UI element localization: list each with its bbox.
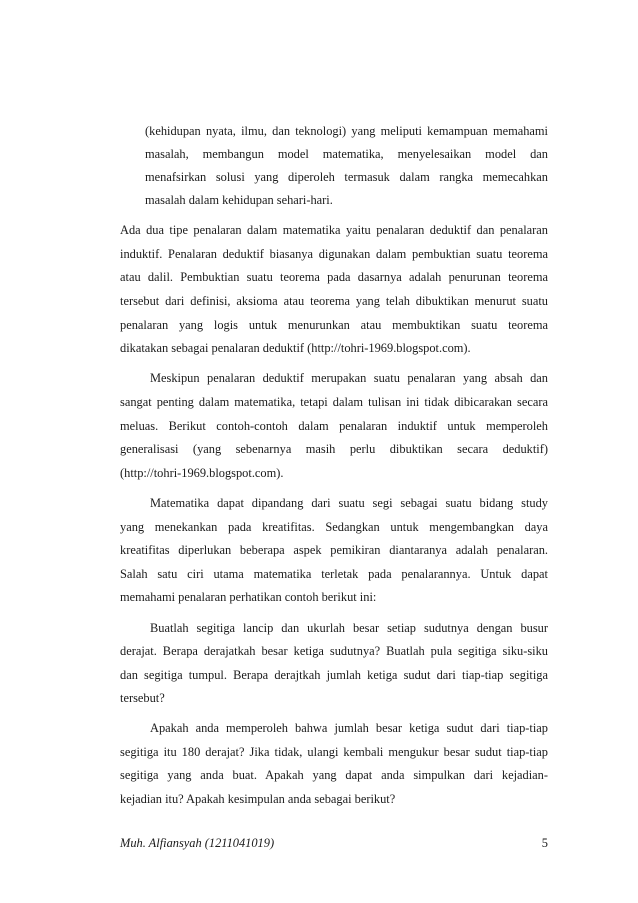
page-number: 5	[541, 836, 548, 850]
paragraph-line: segitiga itu 180 derajat? Jika tidak, ulangi kembali mengukur besar sudut tiap-tiap	[120, 745, 548, 759]
quote-line: masalah dalam kehidupan sehari-hari.	[145, 193, 333, 207]
quote-line: menafsirkan solusi yang diperoleh termasuk dalam rangka memecahkan	[145, 170, 548, 184]
paragraph-line: sangat penting dalam matematika, tetapi dalam tulisan ini tidak dibicarakan secara	[120, 395, 548, 409]
paragraph-line: induktif. Penalaran deduktif biasanya digunakan dalam pembuktian suatu teorema	[120, 247, 548, 261]
quote-line: masalah, membangun model matematika, menyelesaikan model dan	[145, 147, 548, 161]
paragraph-line: dikatakan sebagai penalaran deduktif (http://tohri-1969.blogspot.com).	[120, 341, 471, 355]
paragraph-line: Salah satu ciri utama matematika terletak pada penalarannya. Untuk dapat	[120, 567, 548, 581]
paragraph-line: memahami penalaran perhatikan contoh berikut ini:	[120, 590, 377, 604]
paragraph-line: generalisasi (yang sebenarnya masih perlu dibuktikan secara deduktif)	[120, 442, 548, 456]
paragraph-line: tersebut dari definisi, aksioma atau teorema yang telah dibuktikan menurut suatu	[120, 294, 548, 308]
paragraph-line: derajat. Berapa derajatkah besar ketiga sudutnya? Buatlah pula segitiga siku-siku	[120, 644, 548, 658]
paragraph-line: Meskipun penalaran deduktif merupakan suatu penalaran yang absah dan	[150, 371, 548, 385]
paragraph-line: dan segitiga tumpul. Berapa derajtkah jumlah ketiga sudut dari tiap-tiap segitiga	[120, 668, 548, 682]
paragraph-line: kreatifitas diperlukan beberapa aspek pemikiran diantaranya adalah penalaran.	[120, 543, 548, 557]
paragraph-line: penalaran yang logis untuk menurunkan atau membuktikan suatu teorema	[120, 318, 548, 332]
paragraph-line: segitiga yang anda buat. Apakah yang dapat anda simpulkan dari kejadian-	[120, 768, 548, 782]
paragraph-line: atau dalil. Pembuktian suatu teorema pada dasarnya adalah penurunan teorema	[120, 270, 548, 284]
paragraph-line: meluas. Berikut contoh-contoh dalam penalaran induktif untuk memperoleh	[120, 419, 548, 433]
paragraph-line: kejadian itu? Apakah kesimpulan anda sebagai berikut?	[120, 792, 396, 806]
paragraph-line: Matematika dapat dipandang dari suatu segi sebagai suatu bidang study	[150, 496, 548, 510]
paragraph-line: tersebut?	[120, 691, 165, 705]
quote-line: (kehidupan nyata, ilmu, dan teknologi) yang meliputi kemampuan memahami	[145, 124, 548, 138]
paragraph-line: Buatlah segitiga lancip dan ukurlah besar setiap sudutnya dengan busur	[150, 621, 548, 635]
paragraph-line: Ada dua tipe penalaran dalam matematika yaitu penalaran deduktif dan penalaran	[120, 223, 548, 237]
paragraph-line: Apakah anda memperoleh bahwa jumlah besar ketiga sudut dari tiap-tiap	[150, 721, 548, 735]
paragraph-line: (http://tohri-1969.blogspot.com).	[120, 466, 284, 480]
footer-author: Muh. Alfiansyah (1211041019)	[120, 836, 275, 850]
paragraph-line: yang menekankan pada kreatifitas. Sedangkan untuk mengembangkan daya	[120, 520, 548, 534]
